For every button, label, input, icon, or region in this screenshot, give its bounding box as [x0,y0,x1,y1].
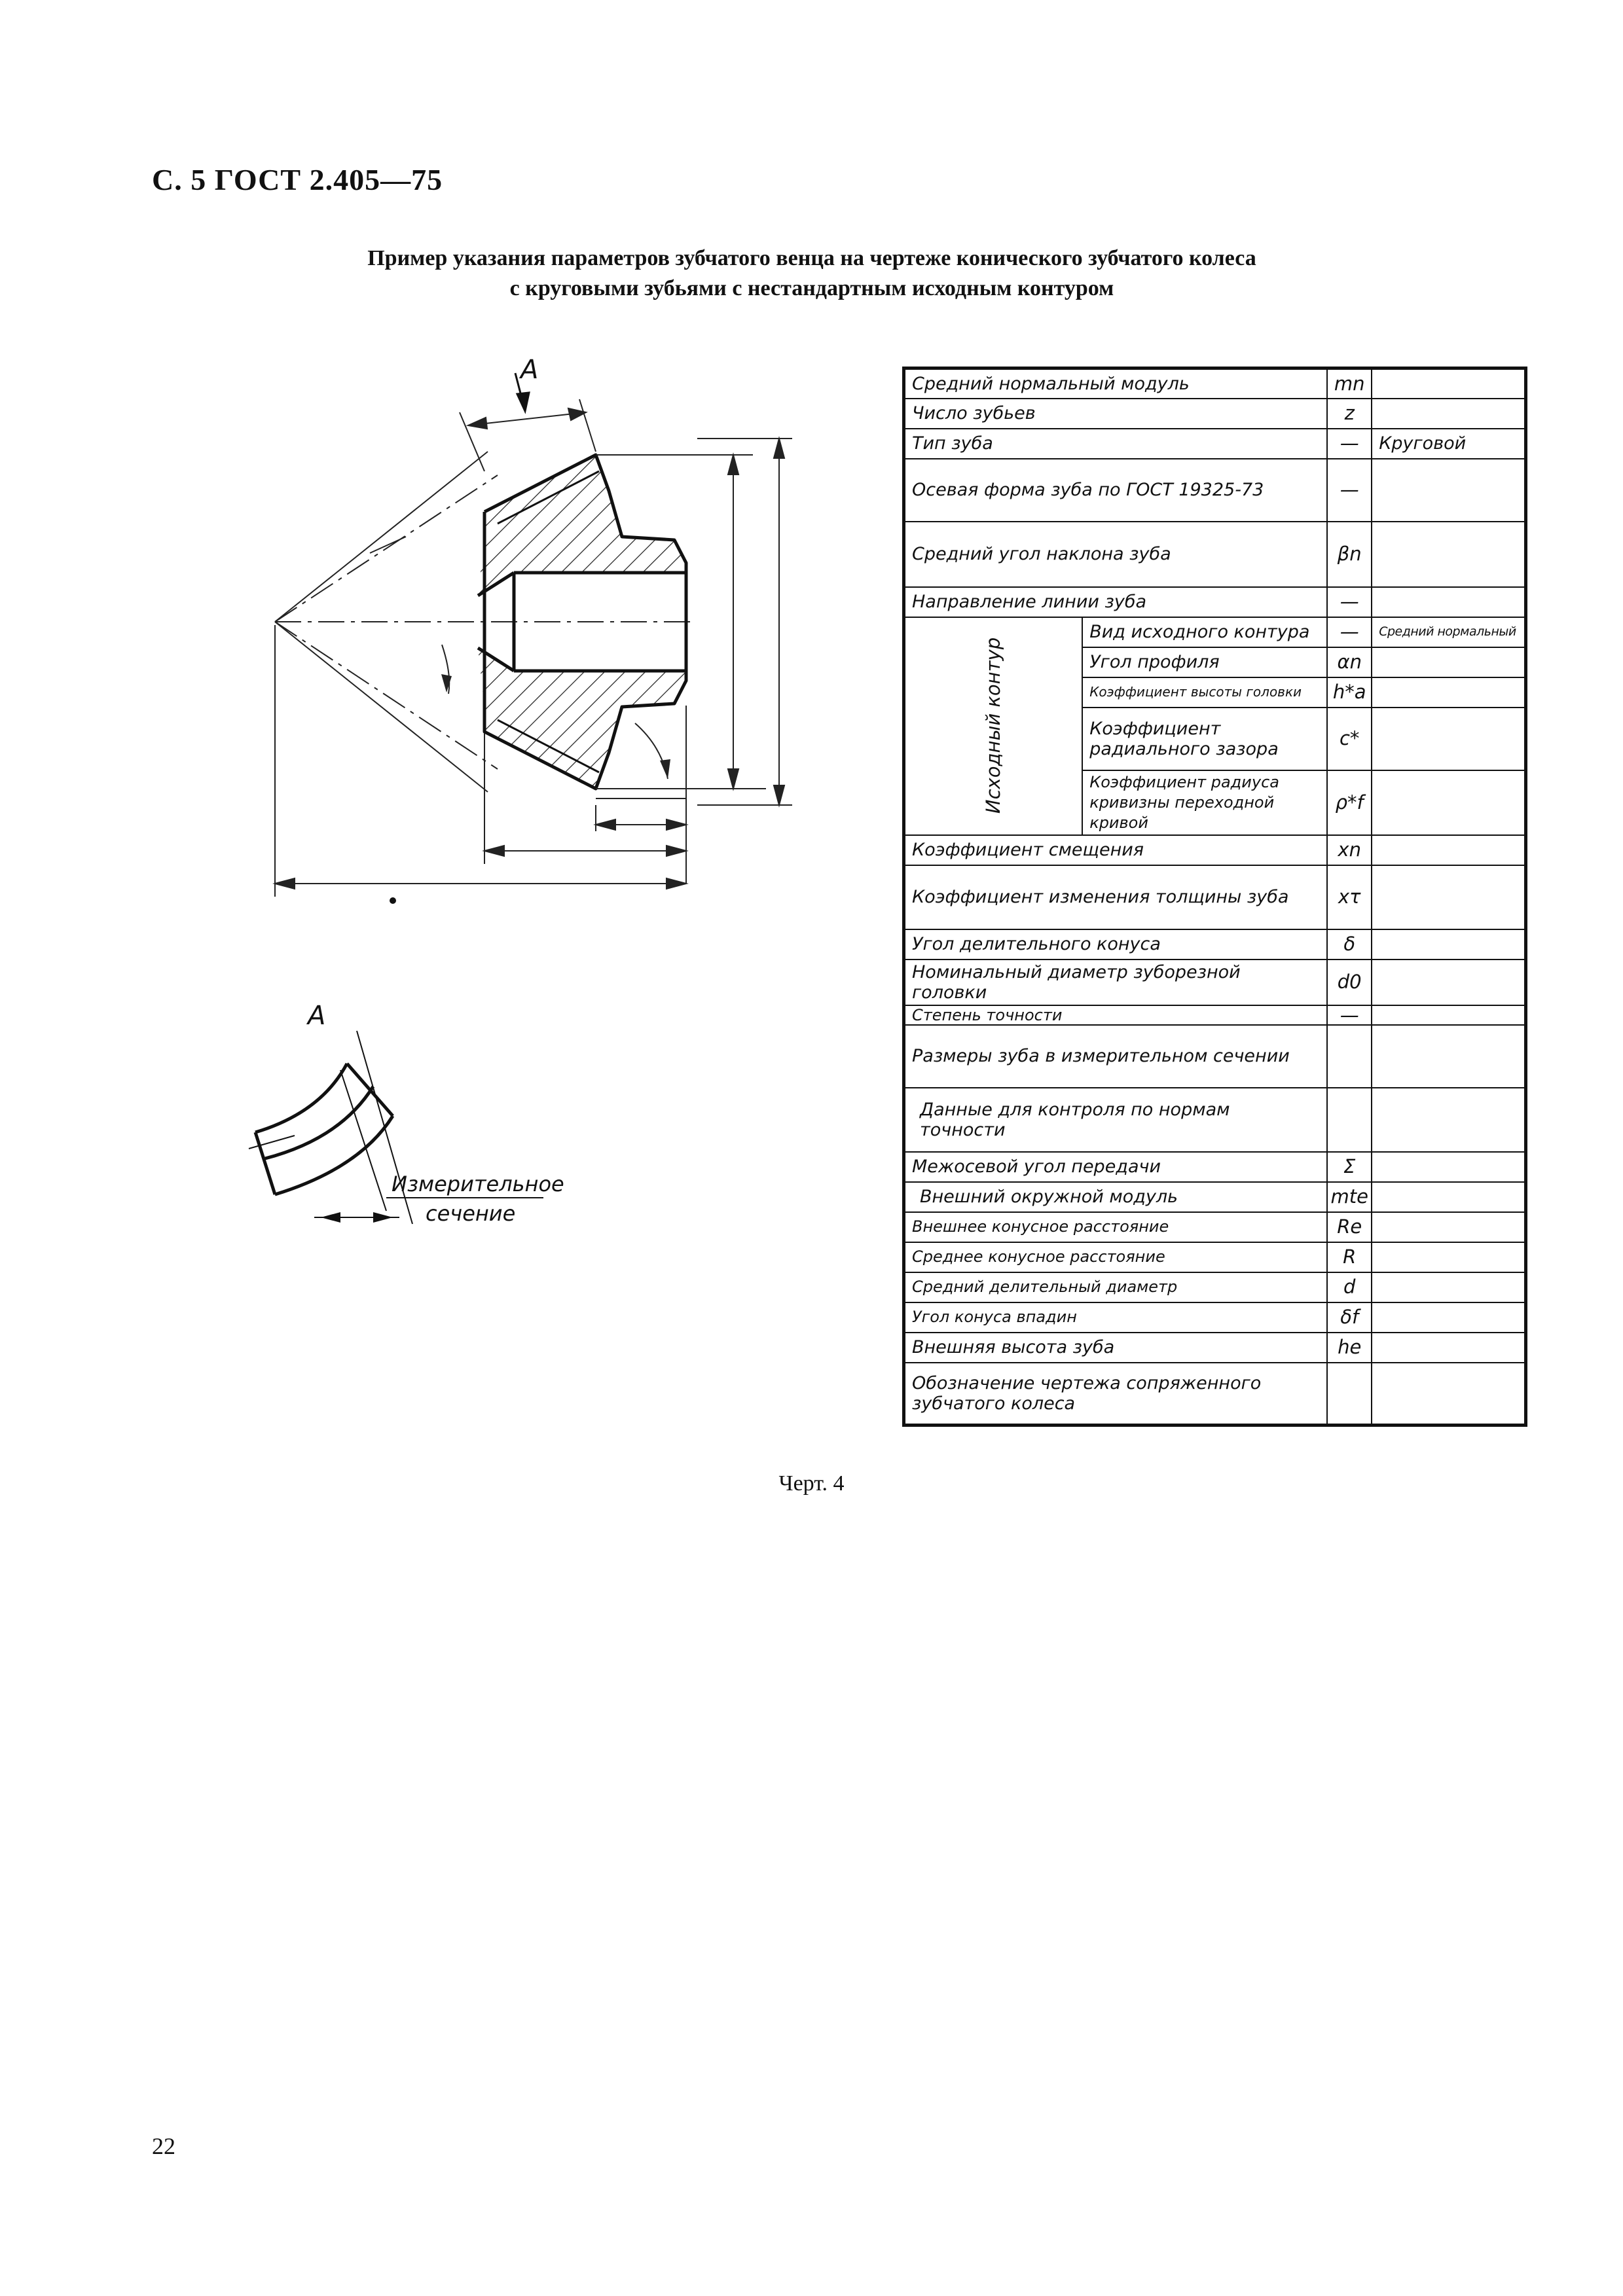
param-label: Внешний окружной модуль [904,1182,1328,1212]
table-row [904,368,1526,399]
param-label: Внешнее конусное расстояние [904,1212,1328,1242]
table-row [904,399,1526,429]
param-symbol: δf [1327,1302,1372,1333]
table-row [904,617,1526,647]
param-value [1372,368,1525,399]
param-symbol: c* [1327,708,1372,770]
param-symbol: — [1327,587,1372,617]
param-value [1372,399,1525,429]
document-title [196,243,1427,304]
table-row [904,1182,1526,1212]
param-value: Средний нормальный [1372,617,1525,647]
table-row [904,522,1526,587]
param-value [1372,647,1525,677]
param-symbol: mn [1327,368,1372,399]
bevel-gear-drawing [216,347,903,1289]
param-value: Круговой [1372,429,1525,459]
param-label: Коэффициент радиального зазора [1082,708,1327,770]
param-value [1372,1025,1525,1088]
param-label: Средний делительный диаметр [904,1272,1328,1302]
gear-parameters-table [902,367,1527,1427]
param-symbol: αn [1327,647,1372,677]
param-value [1372,1302,1525,1333]
param-symbol: xn [1327,835,1372,865]
param-symbol: — [1327,617,1372,647]
table-row [904,1005,1526,1025]
gear-section-svg [216,347,903,1289]
param-value [1372,708,1525,770]
table-row [904,1363,1526,1426]
param-label: Среднее конусное расстояние [904,1242,1328,1272]
figure-caption: Черт. 4 [778,1471,845,1496]
param-symbol: he [1327,1333,1372,1363]
table-row [904,429,1526,459]
param-symbol [1327,1025,1372,1088]
param-symbol: mte [1327,1182,1372,1212]
page-number: 22 [152,2133,175,2159]
table-row [904,1212,1526,1242]
param-value [1372,1242,1525,1272]
param-value [1372,1182,1525,1212]
param-value [1372,835,1525,865]
param-label: Средний угол наклона зуба [904,522,1328,587]
param-label: Число зубьев [904,399,1328,429]
param-symbol: ρ*f [1327,770,1372,835]
param-symbol: δ [1327,929,1372,960]
param-symbol: Re [1327,1212,1372,1242]
param-symbol: — [1327,1005,1372,1025]
param-value [1372,677,1525,708]
param-value [1372,865,1525,929]
param-symbol: R [1327,1242,1372,1272]
table-row [904,1302,1526,1333]
param-label: Обозначение чертежа сопряженного зубчатого колеса [904,1363,1328,1426]
table-row [904,960,1526,1005]
table-row [904,1333,1526,1363]
table-row [904,1088,1526,1152]
param-label: Номинальный диаметр зуборезной головки [904,960,1328,1005]
param-label: Средний нормальный модуль [904,368,1328,399]
param-symbol [1327,1088,1372,1152]
param-label: Вид исходного контура [1082,617,1327,647]
param-symbol: βn [1327,522,1372,587]
param-label: Внешняя высота зуба [904,1333,1328,1363]
param-label: Направление линии зуба [904,587,1328,617]
param-value [1372,1272,1525,1302]
table-row [904,1242,1526,1272]
title-line-1: Пример указания параметров зубчатого венца на чертеже конического зубчатого колеса [367,246,1256,270]
param-label: Тип зуба [904,429,1328,459]
source-contour-group [904,617,1083,835]
param-label: Размеры зуба в измерительном сечении [904,1025,1328,1088]
table-row [904,587,1526,617]
param-label: Коэффициент смещения [904,835,1328,865]
param-value [1372,1088,1525,1152]
table-row [904,1152,1526,1182]
param-label: Коэффициент радиуса кривизны переходной кривой [1082,770,1327,835]
param-symbol: h*a [1327,677,1372,708]
param-value [1372,929,1525,960]
param-value [1372,1333,1525,1363]
param-label: Данные для контроля по нормам точности [904,1088,1328,1152]
param-symbol: — [1327,429,1372,459]
table-row [904,835,1526,865]
table-row [904,1025,1526,1088]
param-label: Угол делительного конуса [904,929,1328,960]
param-value [1372,1005,1525,1025]
param-value [1372,1212,1525,1242]
detail-a-label: А [308,1001,326,1031]
param-value [1372,587,1525,617]
table-row [904,865,1526,929]
table-row [904,1272,1526,1302]
title-line-2: с круговыми зубьями с нестандартным исходным контуром [509,276,1114,300]
param-symbol: xτ [1327,865,1372,929]
param-label: Осевая форма зуба по ГОСТ 19325-73 [904,459,1328,522]
param-symbol [1327,1363,1372,1426]
param-value [1372,1152,1525,1182]
param-symbol: Σ [1327,1152,1372,1182]
param-label: Коэффициент высоты головки [1082,677,1327,708]
param-label: Коэффициент изменения толщины зуба [904,865,1328,929]
measuring-section-label-1: Измерительное [392,1172,564,1196]
param-value [1372,770,1525,835]
view-a-label: А [520,355,539,385]
param-value [1372,1363,1525,1426]
param-value [1372,522,1525,587]
param-symbol: d0 [1327,960,1372,1005]
param-label: Угол профиля [1082,647,1327,677]
table-row [904,459,1526,522]
param-label: Угол конуса впадин [904,1302,1328,1333]
group-label: Исходный контур [982,637,1005,814]
param-label: Межосевой угол передачи [904,1152,1328,1182]
measuring-section-label-2: сечение [426,1201,516,1226]
param-symbol: z [1327,399,1372,429]
page-header: С. 5 ГОСТ 2.405—75 [152,163,443,196]
param-symbol: — [1327,459,1372,522]
param-value [1372,459,1525,522]
param-symbol: d [1327,1272,1372,1302]
table-row [904,929,1526,960]
param-label: Степень точности [904,1005,1328,1025]
param-value [1372,960,1525,1005]
